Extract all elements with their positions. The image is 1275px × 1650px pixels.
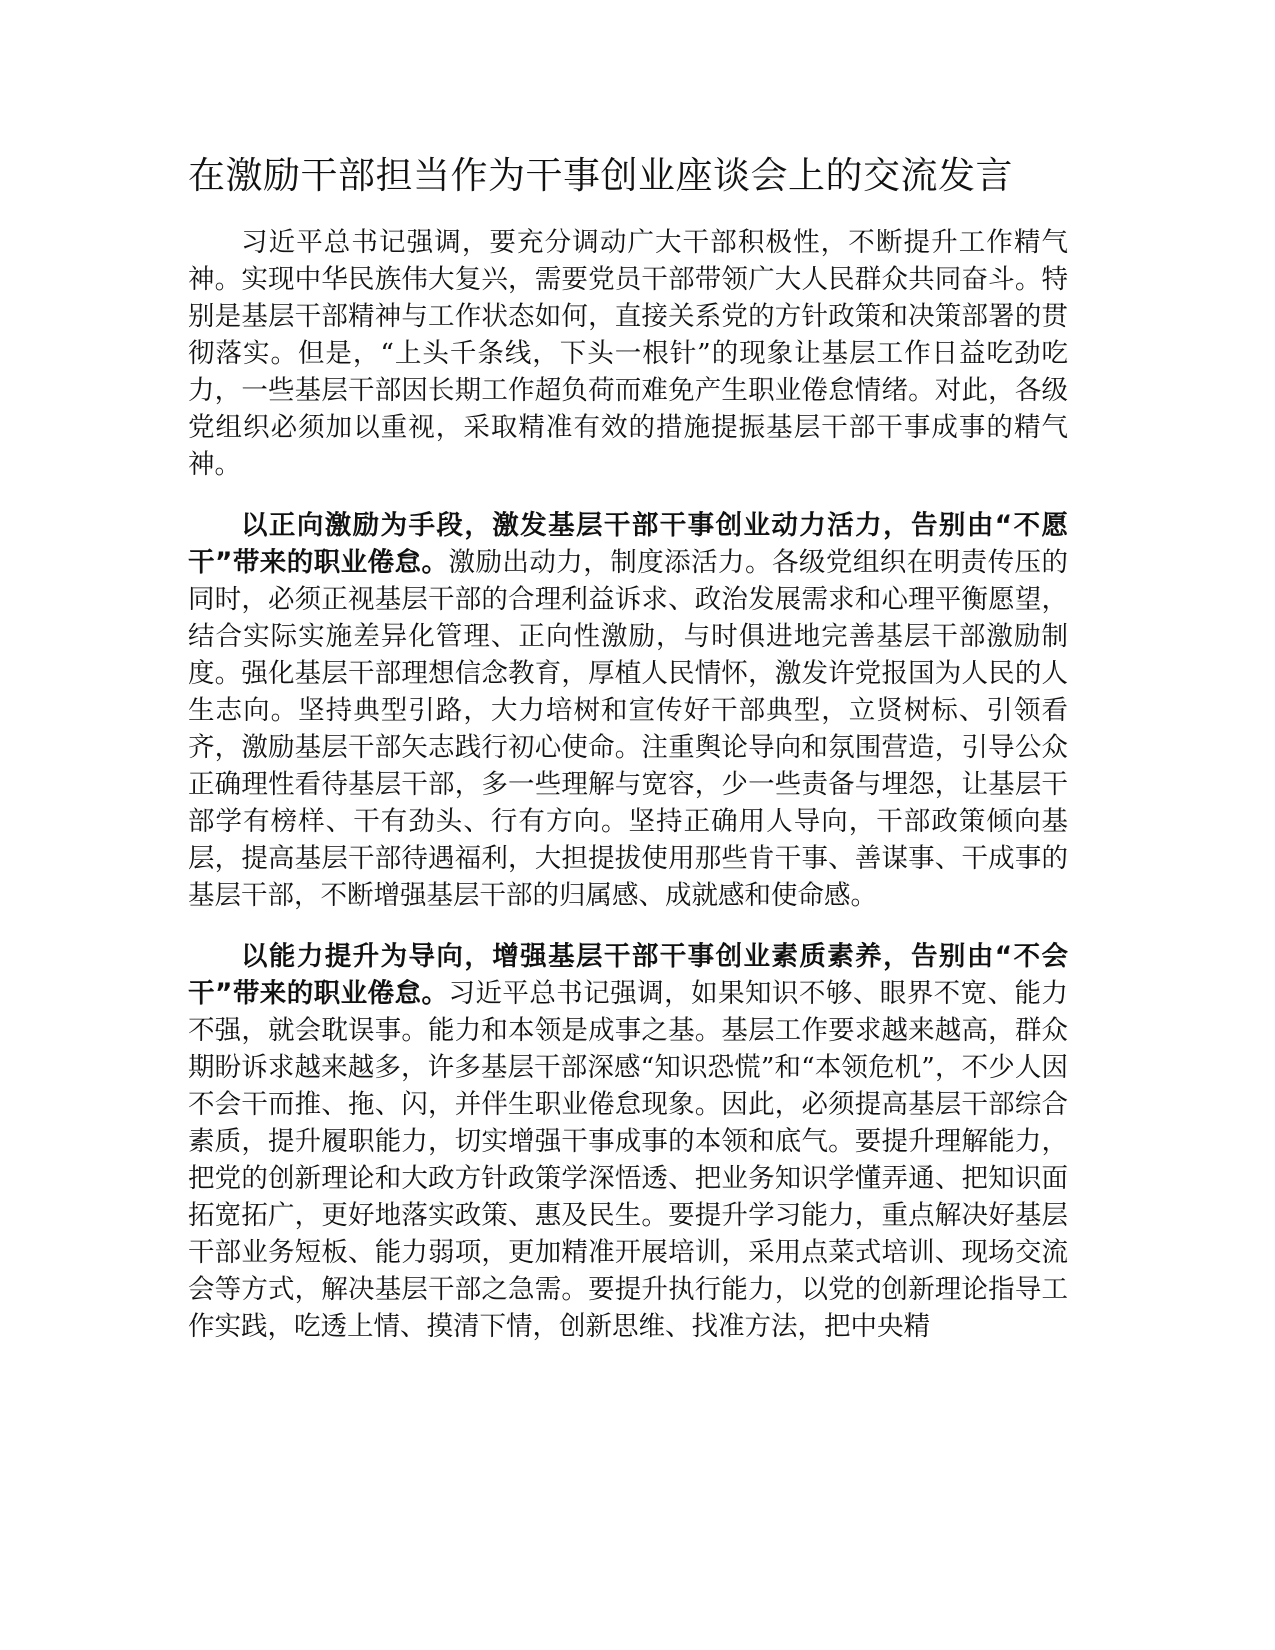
paragraph-lead: 以能力提升为导向，增强基层干部干事创业素质素养，告别由“不会干”带来的职业倦怠。: [188, 941, 1068, 1009]
document-page: [188, 148, 1068, 1369]
paragraph-text: 激励出动力，制度添活力。各级党组织在明责传压的同时，必须正视基层干部的合理利益诉求、政治发展需求和心理平衡愿望，结合实际实施差异化管理、正向性激励，与时俱进地完善基层干部激励制度。强化基层干部理想信念教育，厚植人民情怀，激发许党报国为人民的人生志向。坚持典型引路，大力培树和宣传好干部典型，立贤树标、引领看齐，激励基层干部矢志践行初心使命。注重舆论导向和氛围营造，引导公众正确理性看待基层干部，多一些理解与宽容，少一些责备与埋怨，让基层干部学有榜样、干有劲头、行有方向。坚持正确用人导向，干部政策倾向基层，提高基层干部待遇福利，大担提拔使用那些肯干事、善谋事、干成事的基层干部，不断增强基层干部的归属感、成就感和使命感。: [188, 547, 1069, 911]
paragraph-text: 习近平总书记强调，如果知识不够、眼界不宽、能力不强，就会耽误事。能力和本领是成事之基。基层工作要求越来越高，群众期盼诉求越来越多，许多基层干部深感“知识恐慌”和“本领危机”，不少人因不会干而推、拖、闪，并伴生职业倦怠现象。因此，必须提高基层干部综合素质，提升履职能力，切实增强干事成事的本领和底气。要提升理解能力，把党的创新理论和大政方针政策学深悟透、把业务知识学懂弄通、把知识面拓宽拓广，更好地落实政策、惠及民生。要提升学习能力，重点解决好基层干部业务短板、能力弱项，更加精准开展培训，采用点菜式培训、现场交流会等方式，解决基层干部之急需。要提升执行能力，以党的创新理论指导工作实践，吃透上情、摸清下情，创新思维、找准方法，把中央精: [188, 978, 1069, 1342]
paragraph-text: 习近平总书记强调，要充分调动广大干部积极性，不断提升工作精气神。实现中华民族伟大复兴，需要党员干部带领广大人民群众共同奋斗。特别是基层干部精神与工作状态如何，直接关系党的方针政策和决策部署的贯彻落实。但是，“上头千条线，下头一根针”的现象让基层工作日益吃劲吃力，一些基层干部因长期工作超负荷而难免产生职业倦怠情绪。对此，各级党组织必须加以重视，采取精准有效的措施提振基层干部干事成事的精气神。: [188, 227, 1068, 480]
paragraph-intro: [188, 224, 1068, 483]
paragraph-positive-incentive: [188, 507, 1068, 914]
paragraph-lead: 以正向激励为手段，激发基层干部干事创业动力活力，告别由“不愿干”带来的职业倦怠。: [188, 510, 1068, 578]
paragraph-ability-improvement: [188, 938, 1068, 1345]
document-title: 在激励干部担当作为干事创业座谈会上的交流发言: [188, 154, 1013, 197]
